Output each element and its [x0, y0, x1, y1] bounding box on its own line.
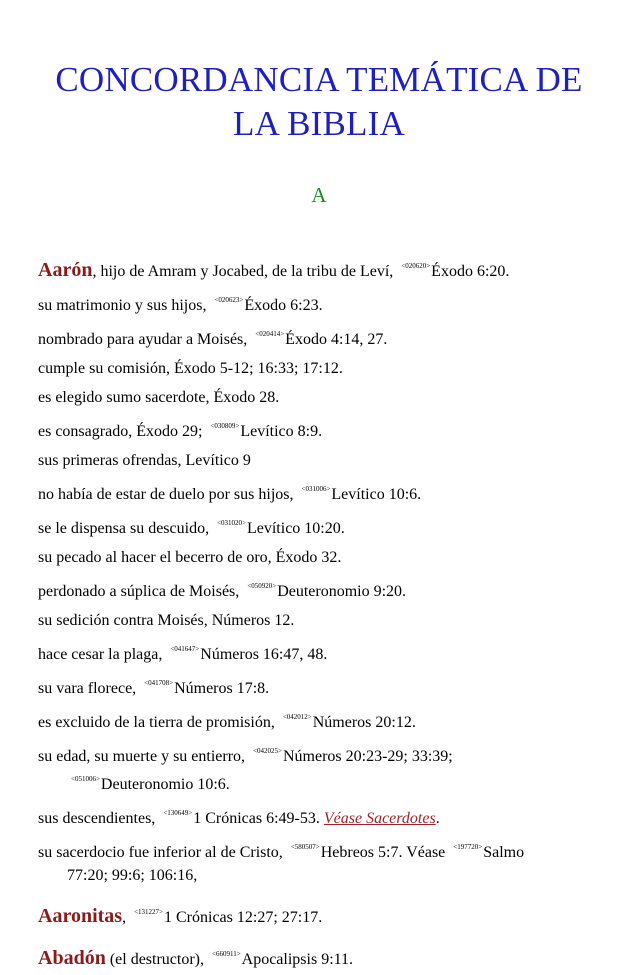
entry-text: su sedición contra Moisés, Números 12. — [38, 612, 295, 629]
sub-entry — [38, 669, 623, 703]
entry-text: es consagrado, Éxodo 29; — [38, 423, 203, 440]
entry-text: es excluido de la tierra de promisión, — [38, 714, 275, 731]
verse-code: <020623> — [214, 296, 244, 304]
entry-text: cumple su comisión, Éxodo 5-12; 16:33; 17:12. — [38, 360, 343, 377]
verse-ref: 1 Crónicas 12:27; 27:17. — [164, 909, 323, 926]
sub-entry — [38, 320, 623, 354]
section-letter: A — [311, 183, 327, 207]
sub-entry — [38, 412, 623, 446]
sub-entry — [38, 383, 623, 412]
verse-code: <580507> — [290, 843, 320, 851]
entry-aaron — [38, 252, 623, 286]
verse-ref: 1 Crónicas 6:49-53. — [193, 810, 320, 827]
sub-entry — [38, 543, 623, 572]
entry-head: Abadón — [38, 947, 106, 969]
verse-code: <130649> — [163, 809, 193, 817]
see-also-link[interactable]: Véase Sacerdotes — [323, 810, 436, 827]
verse-ref: Éxodo 6:20. — [431, 263, 510, 280]
entry-abadon — [38, 940, 623, 974]
sub-entry — [38, 635, 623, 669]
verse-code: <197720> — [453, 843, 483, 851]
verse-ref: Números 16:47, 48. — [200, 646, 328, 663]
title-line-2: LA BIBLIA — [233, 104, 405, 143]
entry-head: Aarón — [38, 259, 93, 281]
verse-code: <050920> — [247, 582, 277, 590]
verse-ref: 77:20; 99:6; 106:16, — [67, 867, 198, 884]
entry-text: sus descendientes, — [38, 810, 156, 827]
entry-text: nombrado para ayudar a Moisés, — [38, 331, 248, 348]
sub-entry — [38, 286, 623, 320]
title-line-1: CONCORDANCIA TEMÁTICA DE — [55, 60, 583, 99]
verse-code: <051006> — [71, 775, 100, 783]
entry-text: (el destructor), — [105, 951, 204, 968]
sub-entry — [38, 799, 623, 833]
spacer — [38, 932, 623, 940]
verse-ref: Números 20:23-29; 33:39; — [282, 748, 453, 765]
verse-ref: Deuteronomio 10:6. — [100, 776, 230, 793]
verse-ref: Éxodo 4:14, 27. — [285, 331, 388, 348]
spacer — [38, 890, 623, 898]
page-title — [0, 58, 638, 146]
sub-entry — [38, 703, 623, 737]
verse-code: <042025> — [253, 747, 282, 755]
entry-text-after: . — [435, 810, 440, 827]
verse-ref: Números 17:8. — [174, 680, 270, 697]
verse-ref: Levítico 8:9. — [240, 423, 323, 440]
verse-ref: Salmo — [483, 844, 525, 861]
concordance-entries — [38, 252, 623, 974]
sub-entry — [38, 446, 623, 475]
entry-text: , hijo de Amram y Jocabed, de la tribu de Leví, — [92, 263, 394, 280]
verse-code: <031006> — [301, 485, 331, 493]
entry-text: sus primeras ofrendas, Levítico 9 — [38, 452, 251, 469]
verse-code: <020620> — [401, 262, 431, 270]
verse-code: <031020> — [217, 519, 246, 527]
sub-entry — [38, 475, 623, 509]
verse-code: <030809> — [210, 422, 240, 430]
entry-text: su matrimonio y sus hijos, — [38, 297, 207, 314]
sub-entry — [38, 354, 623, 383]
entry-text: su sacerdocio fue inferior al de Cristo, — [38, 844, 283, 861]
entry-text: su pecado al hacer el becerro de oro, Éxodo 32. — [38, 549, 342, 566]
entry-text: su vara florece, — [38, 680, 137, 697]
entry-text: , — [122, 909, 127, 926]
verse-ref: Números 20:12. — [312, 714, 416, 731]
verse-ref: Levítico 10:6. — [331, 486, 422, 503]
sub-entry — [38, 606, 623, 635]
verse-ref: Apocalipsis 9:11. — [241, 951, 354, 968]
entry-aaronitas — [38, 898, 623, 932]
entry-text: se le dispensa su descuido, — [38, 520, 210, 537]
verse-code: <660911> — [212, 950, 241, 958]
sub-entry — [38, 509, 623, 543]
entry-text: es elegido sumo sacerdote, Éxodo 28. — [38, 389, 280, 406]
verse-ref: Deuteronomio 9:20. — [277, 583, 407, 600]
entry-text: hace cesar la plaga, — [38, 646, 163, 663]
verse-ref: Éxodo 6:23. — [244, 297, 323, 314]
verse-ref: Hebreos 5:7. Véase — [320, 844, 446, 861]
entry-text: no había de estar de duelo por sus hijos, — [38, 486, 294, 503]
verse-code: <041708> — [144, 679, 174, 687]
entry-head: Aaronitas — [38, 905, 123, 927]
sub-entry — [38, 572, 623, 606]
verse-ref: Levítico 10:20. — [246, 520, 345, 537]
verse-code: <041647> — [170, 645, 200, 653]
entry-text: su edad, su muerte y su entierro, — [38, 748, 246, 765]
verse-code: <042012> — [282, 713, 312, 721]
verse-code: <020414> — [255, 330, 285, 338]
verse-code: <131227> — [134, 908, 163, 916]
entry-text: perdonado a súplica de Moisés, — [38, 583, 240, 600]
